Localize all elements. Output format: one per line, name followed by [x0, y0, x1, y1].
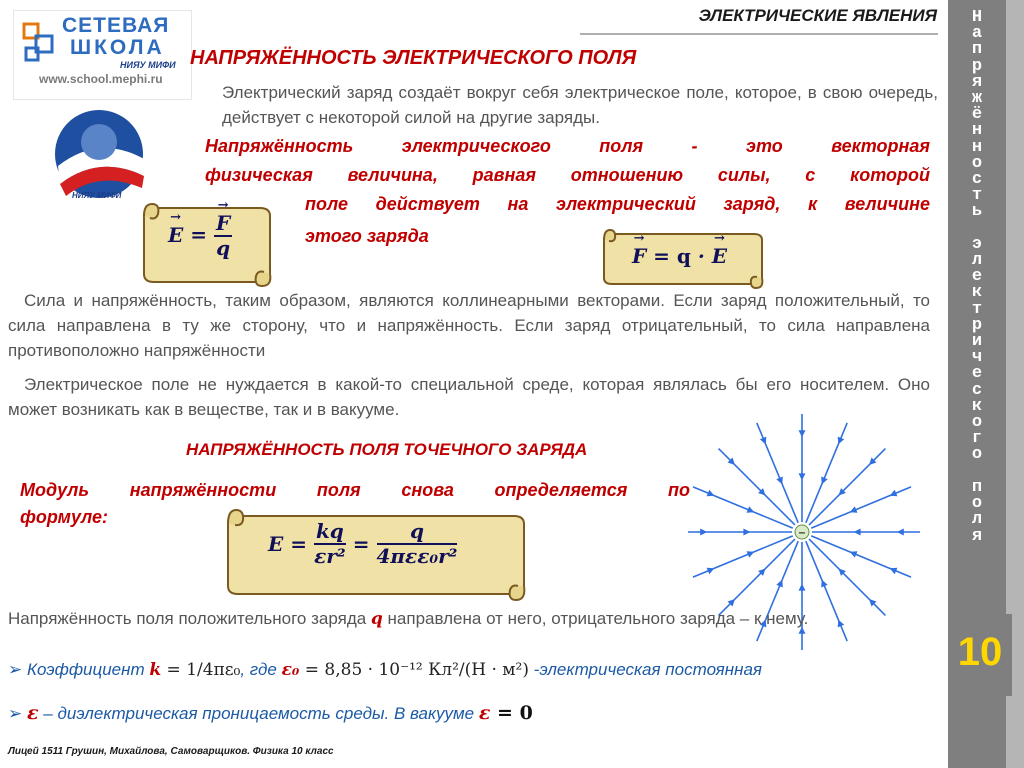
- formula1-lhs: → E: [168, 223, 183, 247]
- vertical-title: Н а п р я ж ё н н о с т ь э л е к т р и ч е с к о г о п о л я: [971, 8, 983, 546]
- bullet2-value: = 0: [490, 702, 533, 724]
- logo-icon: [20, 18, 60, 70]
- footer-credits: Лицей 1511 Грушин, Михайлова, Самоварщиков. Физика 10 класс: [8, 746, 334, 757]
- formula1-den: q: [216, 236, 231, 260]
- vacuum-paragraph: Электрическое поле не нуждается в какой-то специальной среде, которая являлась бы его носителем. Оно может возникать как в веществе, так и в вакууме.: [8, 375, 930, 419]
- section-title-point-charge: НАПРЯЖЁННОСТЬ ПОЛЯ ТОЧЕЧНОГО ЗАРЯДА: [186, 440, 588, 459]
- logo-title-1: СЕТЕВАЯ: [62, 14, 170, 37]
- page-number: 10: [957, 630, 1003, 674]
- formula1-num: → F: [216, 212, 230, 235]
- header-divider: [580, 33, 938, 35]
- logo-subtitle: НИЯУ МИФИ: [120, 60, 176, 70]
- arrow-bullet-icon: ➢: [8, 660, 23, 679]
- bullet1-prefix: Коэффициент: [26, 660, 150, 679]
- formula-point-charge: [268, 520, 457, 568]
- bullet2-text: – диэлектрическая проницаемость среды. В вакууме: [38, 704, 479, 723]
- field-arrow: [799, 430, 806, 437]
- bullet1-formula: = 1/4πε₀: [161, 660, 241, 680]
- coefficient-bullet: [8, 660, 938, 680]
- collinear-paragraph: Сила и напряжённость, таким образом, являются коллинеарными векторами. Если заряд положительный, то сила направлена в ту же сторону, что и напряжённость. Если заряд отрицательный, то сила направлена противоположно напряжённости: [8, 291, 930, 360]
- field-arrow: [700, 529, 707, 536]
- formula2-q: q: [676, 244, 691, 268]
- bullet1-suffix: -электрическая постоянная: [528, 660, 762, 679]
- formula2-eq: =: [653, 244, 670, 268]
- definition-line-4: этого заряда: [305, 226, 429, 246]
- formula2-lhs: → F: [632, 244, 646, 268]
- intro-paragraph: Электрический заряд создаёт вокруг себя электрическое поле, которое, в свою очередь, действует с некоторой силой на другие заряды.: [222, 83, 938, 127]
- page-title: НАПРЯЖЁННОСТЬ ЭЛЕКТРИЧЕСКОГО ПОЛЯ: [190, 47, 637, 69]
- permittivity-bullet: [8, 702, 938, 724]
- emblem-label: НИЯУ МИФИ: [72, 191, 122, 200]
- field-arrow: [854, 529, 861, 536]
- field-arrow: [799, 584, 806, 591]
- field-arrow: [799, 473, 806, 480]
- bullet2-eps: ε: [26, 702, 39, 724]
- bullet2-eps-vacuum: ε: [478, 702, 491, 724]
- charge-symbol: q: [370, 609, 383, 629]
- formula2-rhs: → E: [712, 244, 727, 268]
- modulus-line-2: формуле:: [20, 507, 108, 527]
- formula-field-strength: [168, 212, 248, 260]
- definition-line-1: Напряжённость электрического поля - это векторная: [205, 136, 930, 156]
- formula3-lhs: E: [268, 532, 284, 556]
- bullet1-k: k: [149, 660, 162, 680]
- definition-line-2: физическая величина, равная отношению силы, с которой: [205, 165, 930, 185]
- formula3-den2: 4πεε₀r²: [376, 544, 458, 568]
- field-arrow: [897, 529, 904, 536]
- formula1-eq: =: [190, 222, 207, 247]
- modulus-line-1: Модуль напряжённости поля снова определяется по: [20, 480, 690, 500]
- direction-paragraph: Напряжённость поля положительного заряда q направлена от него, отрицательного заряда – к нему.: [8, 609, 809, 629]
- logo-title-2: ШКОЛА: [70, 36, 165, 59]
- logo-url: www.school.mephi.ru: [39, 72, 163, 86]
- section-header: ЭЛЕКТРИЧЕСКИЕ ЯВЛЕНИЯ: [698, 6, 937, 25]
- charge-sign: –: [798, 525, 806, 539]
- formula-force: [632, 244, 727, 268]
- field-arrow: [743, 529, 750, 536]
- definition-line-3: поле действует на электрический заряд, к величине: [305, 194, 930, 214]
- formula3-eq1: =: [290, 532, 307, 556]
- formula3-num1: kq: [315, 519, 344, 543]
- bullet1-value: = 8,85 · 10⁻¹² Кл²/(Н · м²): [299, 660, 529, 680]
- formula2-dot: ·: [697, 244, 705, 268]
- formula3-eq2: =: [352, 532, 370, 556]
- bullet1-mid: , где: [240, 660, 282, 679]
- arrow-bullet-icon: ➢: [8, 704, 23, 723]
- formula3-den1: εr²: [314, 544, 346, 568]
- bullet1-eps0: ε₀: [281, 660, 300, 680]
- formula3-num2: q: [377, 520, 458, 545]
